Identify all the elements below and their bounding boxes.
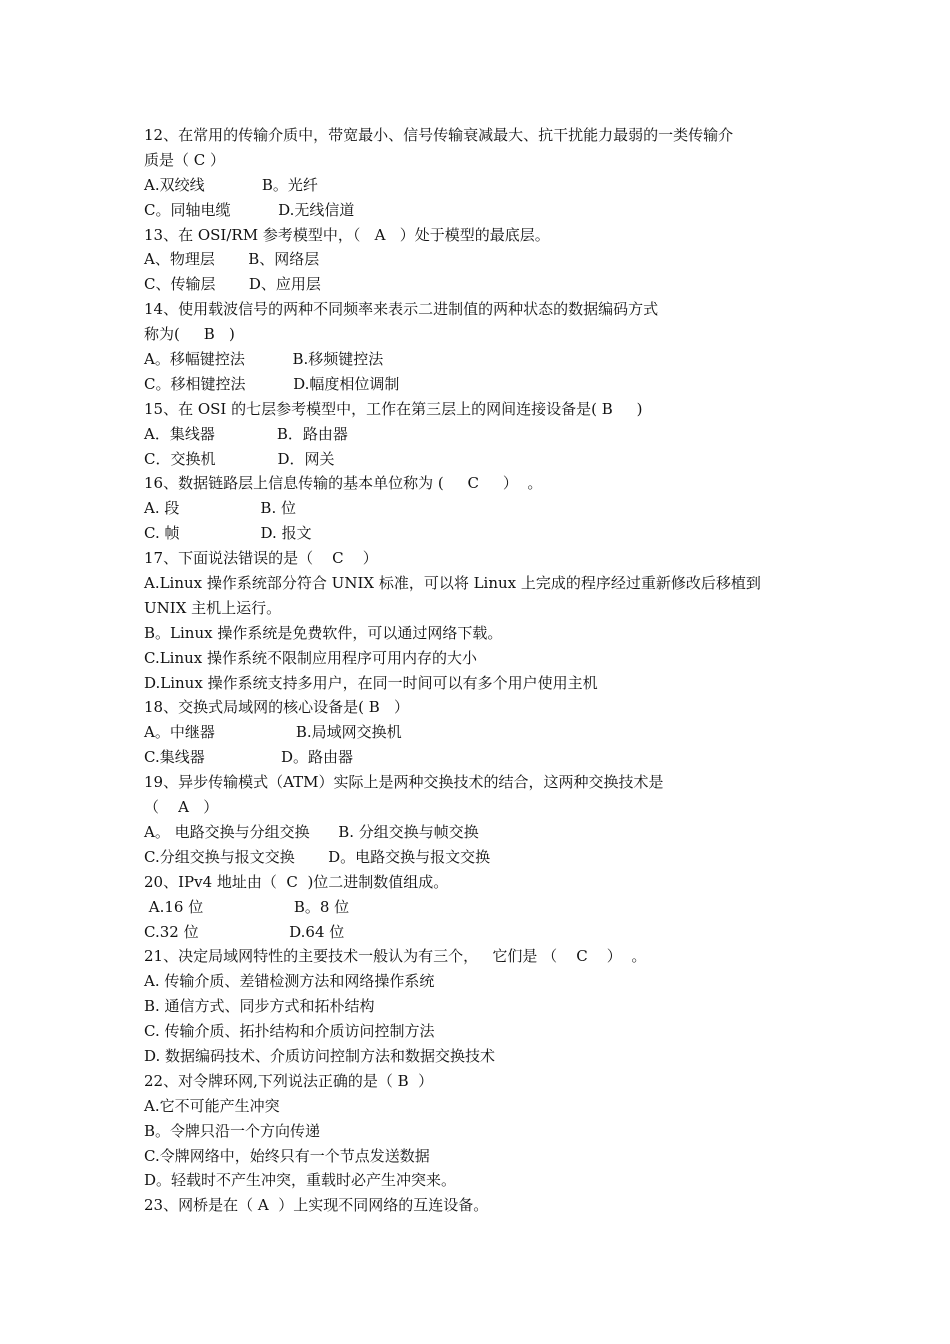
text-line: D. 数据编码技术、介质访问控制方法和数据交换技术 bbox=[144, 1046, 496, 1065]
text-line: A. 段 B. 位 bbox=[144, 499, 296, 518]
text-line: C．交换机 D．网关 bbox=[144, 449, 335, 468]
text-line: D。轻载时不产生冲突，重载时必产生冲突来。 bbox=[144, 1171, 457, 1190]
text-line: C.32 位 D.64 位 bbox=[144, 922, 345, 941]
text-line: B。Linux 操作系统是免费软件，可以通过网络下载。 bbox=[144, 623, 503, 642]
text-line: 20、IPv4 地址由（ C )位二进制数值组成。 bbox=[144, 872, 449, 891]
text-line: 18、交换式局域网的核心设备是( B ） bbox=[144, 698, 410, 717]
text-line: 12、在常用的传输介质中，带宽最小、信号传输衰减最大、抗干扰能力最弱的一类传输介 bbox=[144, 126, 734, 144]
text-line: 22、对令牌环网,下列说法正确的是（ B ） bbox=[144, 1071, 434, 1090]
question-list bbox=[144, 123, 824, 1218]
text-line: C、传输层 D、应用层 bbox=[144, 275, 321, 294]
text-line: C.集线器 D。路由器 bbox=[144, 748, 354, 767]
text-line: C.分组交换与报文交换 D。电路交换与报文交换 bbox=[144, 847, 491, 866]
text-line: 称为( B ) bbox=[144, 325, 235, 344]
text-line: A. 传输介质、差错检测方法和网络操作系统 bbox=[144, 972, 435, 991]
text-line: C。移相键控法 D.幅度相位调制 bbox=[144, 374, 400, 393]
text-line: A。移幅键控法 B.移频键控法 bbox=[144, 350, 384, 369]
text-line: A.它不可能产生冲突 bbox=[144, 1096, 280, 1115]
text-line: C. 传输介质、拓扑结构和介质访问控制方法 bbox=[144, 1022, 435, 1041]
text-line: D.Linux 操作系统支持多用户，在同一时间可以有多个用户使用主机 bbox=[144, 673, 598, 692]
text-line: A.双绞线 B。光纤 bbox=[144, 175, 318, 194]
text-line: （ A ） bbox=[144, 798, 219, 817]
text-line: A.16 位 B。8 位 bbox=[144, 897, 350, 916]
text-line: 16、数据链路层上信息传输的基本单位称为 ( C ） 。 bbox=[144, 474, 543, 493]
text-line: 15、在 OSI 的七层参考模型中，工作在第三层上的网间连接设备是( B ) bbox=[144, 399, 643, 418]
text-line: UNIX 主机上运行。 bbox=[144, 598, 282, 617]
text-line: A．集线器 B．路由器 bbox=[144, 424, 348, 443]
text-line: 17、下面说法错误的是（ C ） bbox=[144, 549, 378, 568]
text-line: 14、使用载波信号的两种不同频率来表示二进制值的两种状态的数据编码方式 bbox=[144, 300, 659, 319]
text-line: B. 通信方式、同步方式和拓朴结构 bbox=[144, 997, 375, 1016]
text-line: C.Linux 操作系统不限制应用程序可用内存的大小 bbox=[144, 648, 478, 667]
text-line: 质是（ C ） bbox=[144, 150, 226, 169]
text-line: 19、异步传输模式（ATM）实际上是两种交换技术的结合，这两种交换技术是 bbox=[144, 773, 664, 792]
text-line: A.Linux 操作系统部分符合 UNIX 标准，可以将 Linux 上完成的程序经过重新修改后移植到 bbox=[144, 574, 761, 593]
text-line: C. 帧 D. 报文 bbox=[144, 524, 312, 543]
text-line: A。中继器 B.局域网交换机 bbox=[144, 723, 402, 742]
text-line: A。 电路交换与分组交换 B. 分组交换与帧交换 bbox=[144, 822, 479, 841]
text-line: 21、决定局域网特性的主要技术一般认为有三个， 它们是 （ C ） 。 bbox=[144, 947, 647, 966]
text-line: A、物理层 B、网络层 bbox=[144, 250, 320, 269]
text-line: 23、网桥是在（ A ）上实现不同网络的互连设备。 bbox=[144, 1196, 489, 1215]
text-line: C.令牌网络中，始终只有一个节点发送数据 bbox=[144, 1146, 430, 1165]
text-line: C。同轴电缆 D.无线信道 bbox=[144, 200, 355, 219]
text-line: 13、在 OSI/RM 参考模型中，（ A ）处于模型的最底层。 bbox=[144, 225, 550, 244]
text-line: B。令牌只沿一个方向传递 bbox=[144, 1121, 321, 1140]
